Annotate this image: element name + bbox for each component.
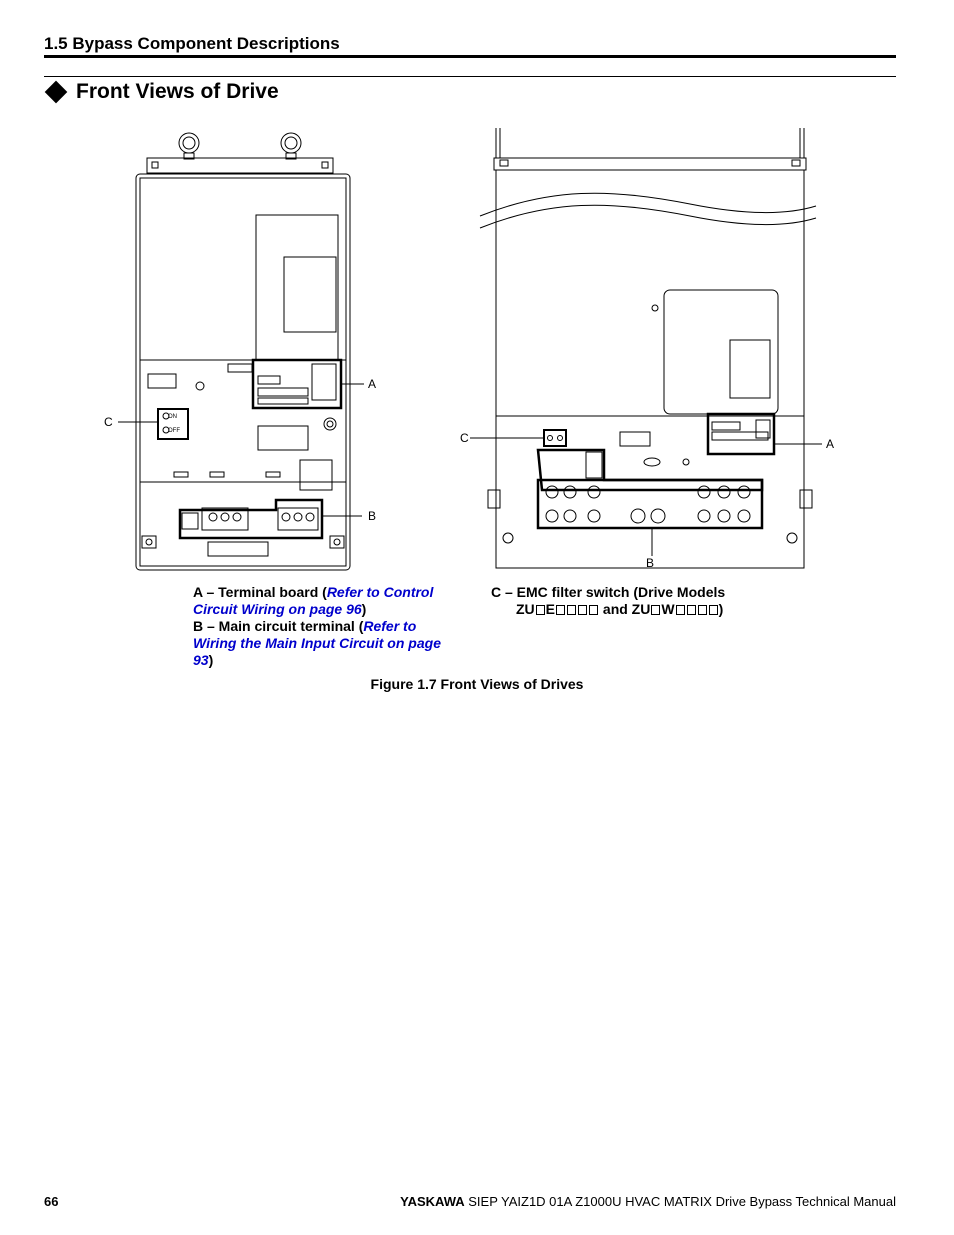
- diamond-bullet-icon: [45, 81, 68, 104]
- filter-on-label: ON: [168, 414, 177, 420]
- header-rule: [44, 55, 896, 58]
- filter-off-label: OFF: [168, 428, 180, 434]
- callout-a-right: A: [826, 437, 835, 451]
- link-wiring-main-input[interactable]: Refer to Wiring the Main Input Circuit on page 93: [193, 618, 441, 668]
- page-number: 66: [44, 1194, 59, 1209]
- left-drive-drawing: [136, 133, 350, 570]
- callout-b-left: B: [368, 509, 377, 523]
- placeholder-box-icon: [651, 605, 660, 615]
- placeholder-box-icon: [709, 605, 718, 615]
- placeholder-box-icon: [676, 605, 685, 615]
- footer-brand: YASKAWA: [400, 1194, 465, 1209]
- right-drive-drawing: [480, 128, 816, 568]
- callout-c-right: C: [460, 431, 469, 445]
- footer-manual-title: YASKAWA SIEP YAIZ1D 01A Z1000U HVAC MATRIX Drive Bypass Technical Manual: [400, 1194, 896, 1209]
- figure-caption: Figure 1.7 Front Views of Drives: [370, 676, 584, 692]
- placeholder-box-icon: [536, 605, 545, 615]
- section-header: 1.5 Bypass Component Descriptions: [44, 34, 340, 53]
- front-views-illustration: [90, 118, 850, 578]
- callout-c-left: C: [104, 415, 113, 429]
- callout-b-right: B: [646, 556, 655, 570]
- placeholder-box-icon: [567, 605, 576, 615]
- placeholder-box-icon: [698, 605, 707, 615]
- placeholder-box-icon: [589, 605, 598, 615]
- placeholder-box-icon: [556, 605, 565, 615]
- page-title: [44, 80, 279, 104]
- placeholder-box-icon: [578, 605, 587, 615]
- link-control-circuit-wiring[interactable]: Refer to Control Circuit Wiring on page 96: [193, 584, 434, 617]
- caption-terminal-board: A – Terminal board (Refer to Control Circuit Wiring on page 96): [193, 584, 434, 617]
- caption-emc-filter-switch: C – EMC filter switch (Drive Models ZU E and ZU W ): [491, 584, 726, 617]
- page-title-text: Front Views of Drive: [76, 80, 279, 103]
- title-rule: [44, 76, 896, 77]
- placeholder-box-icon: [687, 605, 696, 615]
- caption-main-circuit-terminal: B – Main circuit terminal (Refer to Wiring the Main Input Circuit on page 93): [193, 618, 441, 668]
- callout-a-left: A: [368, 377, 377, 391]
